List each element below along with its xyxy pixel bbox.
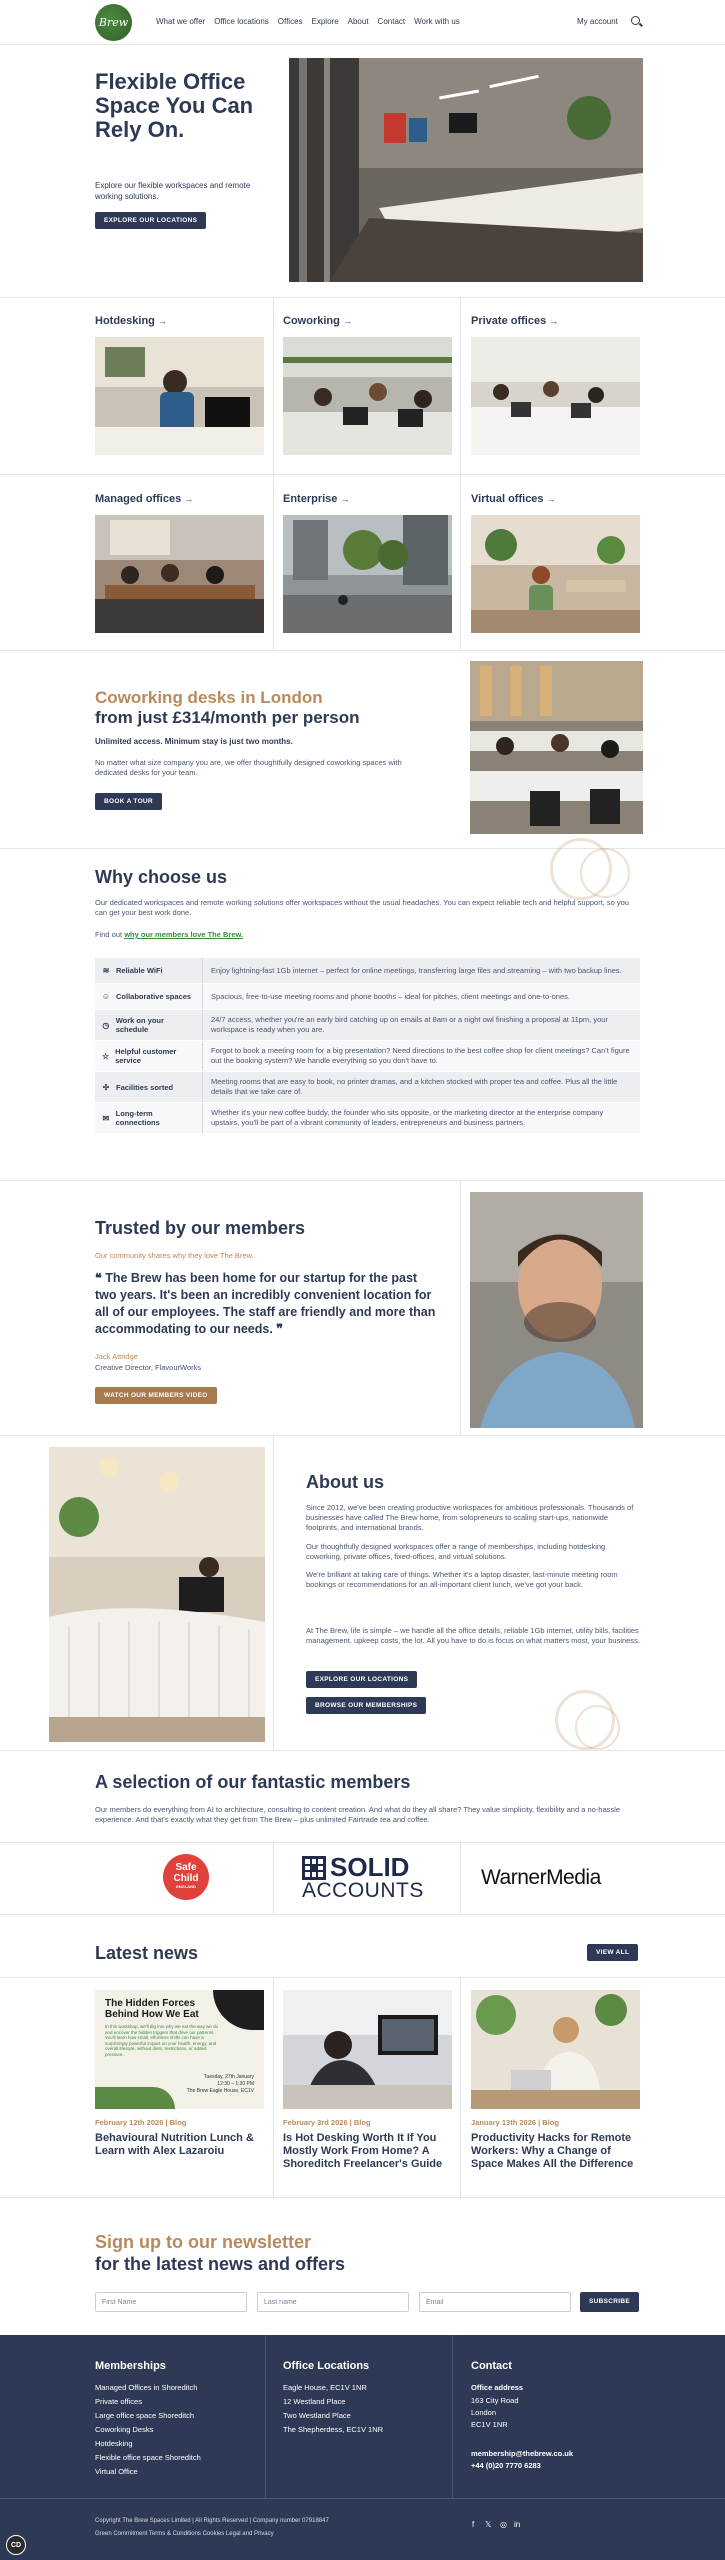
category-enterprise[interactable] (283, 493, 349, 505)
about-reception-photo (49, 1447, 265, 1742)
footer-address-line: 163 City Road (471, 2396, 519, 2405)
feature-row (95, 1103, 640, 1134)
virtual-offices-photo[interactable] (471, 515, 640, 633)
search-icon[interactable] (631, 16, 640, 25)
private-offices-photo[interactable] (471, 337, 640, 455)
newsletter-heading-line1: Sign up to our newsletter (95, 2232, 312, 2252)
category-managed-offices[interactable] (95, 493, 193, 505)
divider (0, 2197, 725, 2198)
feature-name: Collaborative spaces (116, 992, 192, 1001)
divider (460, 1180, 461, 1435)
news-thumbnail-hotdesking[interactable] (283, 1990, 452, 2109)
feature-key (95, 984, 203, 1009)
news-meta: February 12th 2026 | Blog (95, 2118, 187, 2127)
subscribe-button[interactable]: SUBSCRIBE (580, 2292, 639, 2312)
feature-value: Spacious, free-to-use meeting rooms and phone booths – ideal for pitches, client meetings and one-to-ones. (211, 991, 570, 1001)
logo-text: Child (173, 1873, 199, 1884)
arrow-right-icon: → (184, 494, 194, 504)
why-choose-us-title: Why choose us (95, 867, 228, 887)
about-paragraph: We're brilliant at taking care of things. Whether it's a laptop disaster, last-minute meeting room bookings or recommendations for an all-important client lunch, we've got your back. (306, 1570, 618, 1589)
divider (452, 2335, 453, 2498)
newsletter-heading-line2: for the latest news and offers (95, 2254, 346, 2274)
safe-child-logo (163, 1854, 209, 1900)
feature-value: Meeting rooms that are easy to book, no printer dramas, and a kitchen stocked with proper tea and coffee. Plus all the little details that we take care of. (211, 1077, 618, 1096)
category-virtual-offices[interactable] (471, 493, 556, 505)
nav-about[interactable]: About (347, 17, 369, 26)
about-paragraph: Our thoughtfully designed workspaces offer a range of memberships, including hotdesking coworking, private offices, fixed-offices, and virtual solutions. (306, 1542, 606, 1561)
hero-subtitle: Explore our flexible workspaces and remote working solutions. (95, 181, 251, 201)
feature-row (95, 1010, 640, 1041)
feature-row (95, 958, 640, 984)
divider (0, 297, 725, 298)
feature-name: Facilities sorted (116, 1082, 174, 1092)
main-nav (156, 17, 460, 26)
feature-value: Enjoy lightning-fast 1Gb internet – perfect for online meetings, transferring large files and streaming – with two backup lines. (211, 965, 622, 975)
news-title-link[interactable]: Behavioural Nutrition Lunch & Learn with Alex Lazaroiu (95, 2132, 254, 2157)
footer-link[interactable]: Large office space Shoreditch (95, 2411, 195, 2420)
divider (0, 650, 725, 651)
latest-news-title: Latest news (95, 1943, 199, 1963)
news-title-link[interactable]: Productivity Hacks for Remote Workers: Why a Change of Space Makes All the Difference (471, 2132, 634, 2170)
find-out-prefix: Find out (95, 930, 123, 939)
news-thumbnail-nutrition[interactable] (95, 1990, 264, 2109)
category-private-offices[interactable] (471, 315, 558, 327)
testimonial-role: Creative Director, FlavourWorks (95, 1363, 202, 1372)
nav-office-locations[interactable]: Office locations (214, 17, 269, 26)
feature-name: Reliable WiFi (116, 966, 163, 975)
thumb-body: In this workshop, we'll dig into why we eat the way we do and uncover the hidden triggers that drive our patterns. You'll learn how small, effortless shifts can have a surprisingly powerful impact on your health, energy, and overall lifestyle, without diets, restrictions, or added pressure. (105, 2024, 219, 2057)
logo-text: ENGLAND (176, 1884, 196, 1889)
chat-icon: ✉ (102, 1113, 110, 1123)
footer-link[interactable]: Managed Offices in Shoreditch (95, 2383, 198, 2392)
nav-what-we-offer[interactable]: What we offer (156, 17, 206, 26)
feature-key (95, 958, 203, 983)
footer-email-link[interactable]: membership@thebrew.co.uk (471, 2449, 574, 2458)
footer-address-title: Office address (471, 2383, 524, 2392)
managed-offices-photo[interactable] (95, 515, 264, 633)
divider (460, 1977, 461, 2197)
wifi-icon: ≋ (102, 966, 110, 975)
hotdesking-photo[interactable] (95, 337, 264, 455)
trusted-title: Trusted by our members (95, 1218, 306, 1238)
about-paragraph: Since 2012, we've been creating productive workspaces for ambitious professionals. Thousands of businesses have called The Brew home, from solopreneurs to scaling start-ups, nationwide footprints, and international brands. (306, 1503, 634, 1532)
quote-text: The Brew has been home for our startup for the past two years. It's been an incredibly convenient location for all of our employees. The staff are friendly and more than accommodating to our needs. (95, 1271, 436, 1336)
legal-links[interactable]: Green Commitment Terms & Conditions Cookies Legal and Privacy (95, 2531, 274, 2537)
close-quote-icon: ❞ (276, 1322, 284, 1336)
warnermedia-logo: WarnerMedia (481, 1866, 601, 1889)
view-all-button[interactable]: VIEW ALL (587, 1944, 638, 1961)
footer-link[interactable]: Virtual Office (95, 2467, 138, 2476)
about-paragraph: At The Brew, life is simple – we handle all the office details, reliable 1Gb internet, utility bills, facilities management, upkeep costs, the lot. All you have to do is focus on what matters most, your business. (306, 1626, 640, 1645)
footer-link[interactable]: Coworking Desks (95, 2425, 154, 2434)
thumb-heading: The Hidden Forces Behind How We Eat (105, 1998, 199, 2020)
footer-locations-title: Office Locations (283, 2360, 370, 2372)
feature-key (95, 1072, 203, 1102)
footer-link[interactable]: Private offices (95, 2397, 142, 2406)
site-footer (0, 2335, 725, 2560)
news-meta: January 13th 2026 | Blog (471, 2118, 559, 2127)
instagram-icon[interactable]: ◎ (500, 2520, 507, 2529)
feature-value: Whether it's your new coffee buddy, the founder who sits opposite, or the marketing director at the enterprise company upstairs, you'll be part of a vibrant community of leaders, entrepreneurs and business partners. (211, 1108, 604, 1127)
thumb-date: Tuesday, 27th January (203, 2074, 254, 2080)
hero-title: Flexible Office Space You Can Rely On. (95, 69, 254, 142)
footer-memberships-title: Memberships (95, 2360, 166, 2372)
nav-contact[interactable]: Contact (377, 17, 406, 26)
category-label: Hotdesking (95, 315, 155, 327)
feature-row (95, 1041, 640, 1072)
decorative-leaf (95, 2087, 175, 2109)
enterprise-photo[interactable] (283, 515, 452, 633)
feature-name: Work on your schedule (115, 1016, 164, 1034)
why-members-love-link[interactable]: why our members love The Brew. (124, 930, 244, 939)
solid-accounts-logo (302, 1853, 437, 1903)
footer-address-line: London (471, 2408, 497, 2417)
feature-name: Long-term connections (115, 1109, 160, 1127)
open-quote-icon: ❝ (95, 1271, 102, 1285)
promo-heading-line1: Coworking desks in London (95, 688, 323, 707)
promo-text: No matter what size company you are, we offer thoughtfully designed coworking spaces with dedicated desks for your team. (95, 758, 402, 777)
feature-key (95, 1041, 203, 1071)
divider (0, 1750, 725, 1751)
testimonial-name: Jack Attridge (95, 1352, 138, 1361)
divider (273, 1435, 274, 1750)
divider (0, 1914, 725, 1915)
site-header (0, 0, 725, 45)
thumb-venue: The Brew Eagle House, EC1V (186, 2088, 254, 2094)
divider (460, 1842, 461, 1914)
grid-logo-icon (302, 1856, 326, 1880)
arrow-right-icon: → (342, 316, 352, 326)
book-a-tour-button[interactable]: BOOK A TOUR (95, 793, 162, 810)
nav-explore[interactable]: Explore (311, 17, 339, 26)
first-name-input[interactable] (95, 2292, 247, 2312)
why-find-out (95, 930, 243, 939)
feature-value: 24/7 access, whether you're an early bird catching up on emails at 8am or a night owl finishing a proposal at 11pm, your workspace is ready when you are. (211, 1015, 608, 1034)
footer-link[interactable]: Two Westland Place (283, 2411, 351, 2420)
linkedin-icon[interactable]: in (514, 2520, 521, 2529)
footer-link[interactable]: The Shepherdess, EC1V 1NR (283, 2425, 384, 2434)
facebook-icon[interactable]: f (472, 2520, 475, 2529)
divider (273, 1842, 274, 1914)
last-name-input[interactable] (257, 2292, 409, 2312)
x-twitter-icon[interactable]: 𝕏 (485, 2520, 492, 2529)
explore-locations-button[interactable]: EXPLORE OUR LOCATIONS (95, 212, 206, 229)
footer-link[interactable]: Hotdesking (95, 2439, 133, 2448)
logo-text: Brew (98, 16, 129, 29)
coworking-photo[interactable] (283, 337, 452, 455)
divider (0, 474, 725, 475)
divider (0, 2498, 725, 2499)
explore-locations-button[interactable]: EXPLORE OUR LOCATIONS (306, 1671, 417, 1688)
news-title-link[interactable]: Is Hot Desking Worth It If You Mostly Work From Home? A Shoreditch Freelancer's Guide (283, 2132, 443, 2170)
feature-value: Forgot to book a meeting room for a big presentation? Need directions to the best coffee shop for client meetings? Can't figure out the booking system? We handle everything so you don't have to. (211, 1046, 630, 1065)
news-meta: February 3rd 2026 | Blog (283, 2118, 371, 2127)
browse-memberships-button[interactable]: BROWSE OUR MEMBERSHIPS (306, 1697, 426, 1714)
divider (0, 1435, 725, 1436)
coffee-stain-decoration (580, 848, 630, 898)
tools-icon: ✣ (102, 1082, 110, 1092)
logo-text: SOLID (330, 1852, 410, 1882)
copyright-text: Copyright The Brew Spaces Limited | All Rights Reserved | Company number 07918847 (95, 2518, 329, 2524)
divider (0, 1977, 725, 1978)
footer-link[interactable]: Flexible office space Shoreditch (95, 2453, 201, 2462)
testimonial-quote (95, 1270, 440, 1338)
email-input[interactable] (419, 2292, 571, 2312)
logo-text: Safe (175, 1862, 197, 1873)
cookie-settings-button[interactable]: CD (6, 2535, 26, 2555)
divider (0, 1180, 725, 1181)
thumb-time: 12:30 – 1:30 PM (217, 2081, 254, 2087)
why-choose-us-text: Our dedicated workspaces and remote working solutions offer workspaces without the usual headaches. You can expect reliable tech and helpful support, so you can get your best work done. (95, 898, 629, 917)
members-title: A selection of our fantastic members (95, 1772, 411, 1792)
about-title: About us (306, 1472, 384, 1492)
arrow-right-icon: → (340, 494, 350, 504)
members-text: Our members do everything from AI to architecture, consulting to content creation. And what do they all share? They value simplicity, flexibility and a no-hassle experience. And that's exactly what they get from The Brew – plus unlimited Fairtrade tea and coffee. (95, 1805, 620, 1824)
feature-row (95, 1072, 640, 1103)
feature-key (95, 1010, 203, 1040)
category-hotdesking[interactable] (95, 315, 167, 327)
logo-text: ACCOUNTS (302, 1879, 424, 1902)
feature-row (95, 984, 640, 1010)
category-label: Managed offices (95, 493, 182, 505)
category-label: Private offices (471, 315, 547, 327)
divider (0, 1842, 725, 1843)
footer-contact-title: Contact (471, 2360, 512, 2372)
features-table (95, 958, 640, 1134)
category-label: Enterprise (283, 493, 338, 505)
nav-offices[interactable]: Offices (277, 17, 303, 26)
arrow-right-icon: → (549, 316, 559, 326)
footer-link[interactable]: Eagle House, EC1V 1NR (283, 2383, 367, 2392)
coffee-stain-decoration (575, 1705, 620, 1750)
footer-phone-link[interactable]: +44 (0)20 7770 6283 (471, 2461, 541, 2470)
star-icon: ☆ (101, 1051, 110, 1061)
arrow-right-icon: → (157, 316, 167, 326)
footer-link[interactable]: 12 Westland Place (283, 2397, 346, 2406)
people-icon: ☺ (101, 992, 111, 1001)
coworking-desks-photo (470, 661, 643, 834)
clock-icon: ◷ (102, 1020, 110, 1030)
nav-work-with-us[interactable]: Work with us (414, 17, 460, 26)
feature-name: Helpful customer service (115, 1047, 177, 1065)
category-label: Coworking (283, 315, 340, 327)
divider (273, 1977, 274, 2197)
trusted-subtitle: Our community shares why they love The Brew. (95, 1251, 254, 1260)
hero-office-photo (289, 58, 643, 282)
watch-members-video-button[interactable]: WATCH OUR MEMBERS VIDEO (95, 1387, 217, 1404)
category-label: Virtual offices (471, 493, 544, 505)
brew-logo[interactable] (95, 4, 132, 41)
footer-address-line: EC1V 1NR (471, 2420, 508, 2429)
divider (265, 2335, 266, 2498)
speaker-photo (213, 1990, 264, 2030)
member-portrait-photo (470, 1192, 643, 1428)
arrow-right-icon: → (546, 494, 556, 504)
promo-heading-line2: from just £314/month per person (95, 708, 360, 727)
my-account-link[interactable]: My account (577, 17, 618, 26)
feature-key (95, 1103, 203, 1133)
divider (0, 848, 725, 849)
promo-bold-text: Unlimited access. Minimum stay is just two months. (95, 737, 293, 746)
category-coworking[interactable] (283, 315, 352, 327)
news-thumbnail-productivity[interactable] (471, 1990, 640, 2109)
